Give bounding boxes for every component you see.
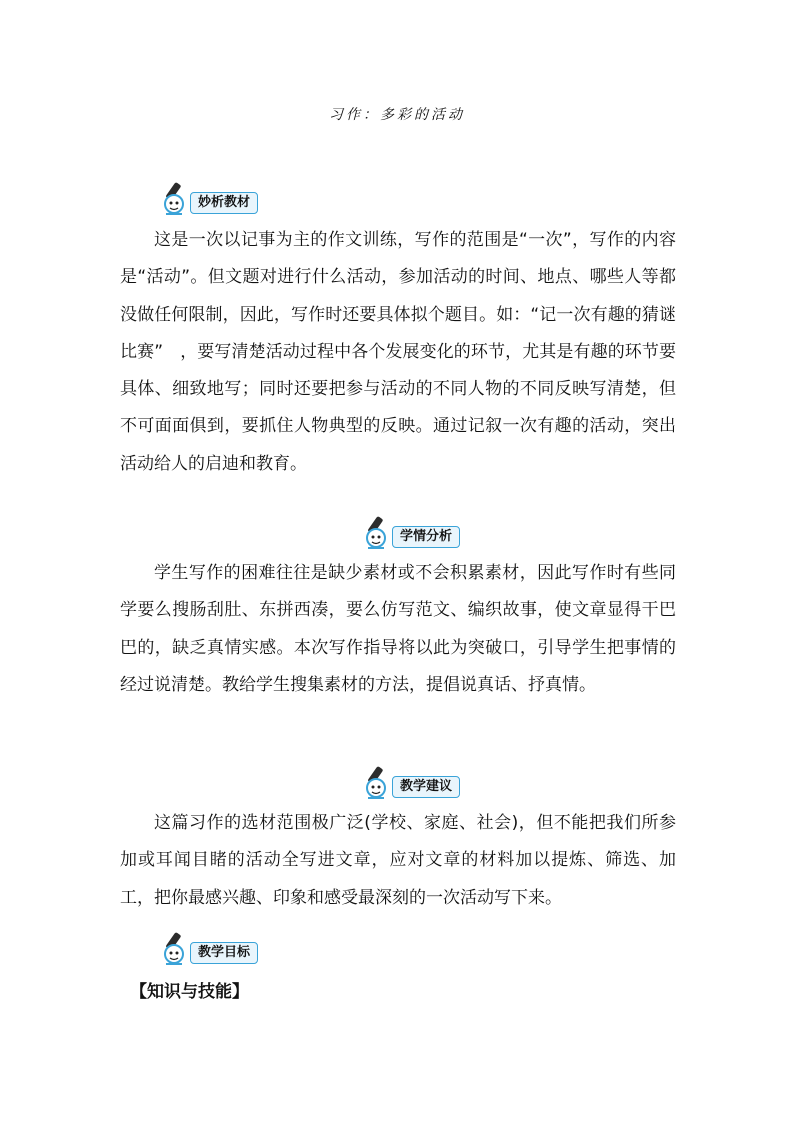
- section-tag-teaching-goals: [156, 930, 276, 966]
- section-label: 教学建议: [392, 776, 460, 798]
- section-label: 妙析教材: [190, 192, 258, 214]
- subheading-knowledge-skills: 【知识与技能】: [130, 982, 249, 1002]
- section-label: 学情分析: [392, 526, 460, 548]
- section-tag-analysis-material: [156, 180, 276, 216]
- section-tag-teaching-suggestion: [358, 764, 478, 800]
- paragraph-student-analysis: 学生写作的困难往往是缺少素材或不会积累素材，因此写作时有些同学要么搜肠刮肚、东拼西凑，要么仿写范文、编织故事，使文章显得干巴巴的，缺乏真情实感。本次写作指导将以此为突破口，引导学生把事情的经过说清楚。教给学生搜集素材的方法，提倡说真话、抒真情。: [120, 563, 676, 695]
- paragraph-analysis-material: 这是一次以记事为主的作文训练，写作的范围是“一次”，写作的内容是“活动”。但文题对进行什么活动，参加活动的时间、地点、哪些人等都没做任何限制，因此，写作时还要具体拟个题目。如：“记一次有趣的猜谜比赛” ，要写清楚活动过程中各个发展变化的环节，尤其是有趣的环节要具体、细致地写；同时还要把参与活动的不同人物的不同反映写清楚，但不可面面俱到，要抓住人物典型的反映。通过记叙一次有趣的活动，突出活动给人的启迪和教育。: [120, 230, 676, 474]
- section-label: 教学目标: [190, 942, 258, 964]
- page-title: 习作：多彩的活动: [329, 107, 465, 123]
- paragraph-teaching-suggestion: 这篇习作的选材范围极广泛(学校、家庭、社会)，但不能把我们所参加或耳闻目睹的活动全写进文章，应对文章的材料加以提炼、筛选、加工，把你最感兴趣、印象和感受最深刻的一次活动写下来。: [120, 813, 676, 908]
- section-tag-student-analysis: [358, 514, 478, 550]
